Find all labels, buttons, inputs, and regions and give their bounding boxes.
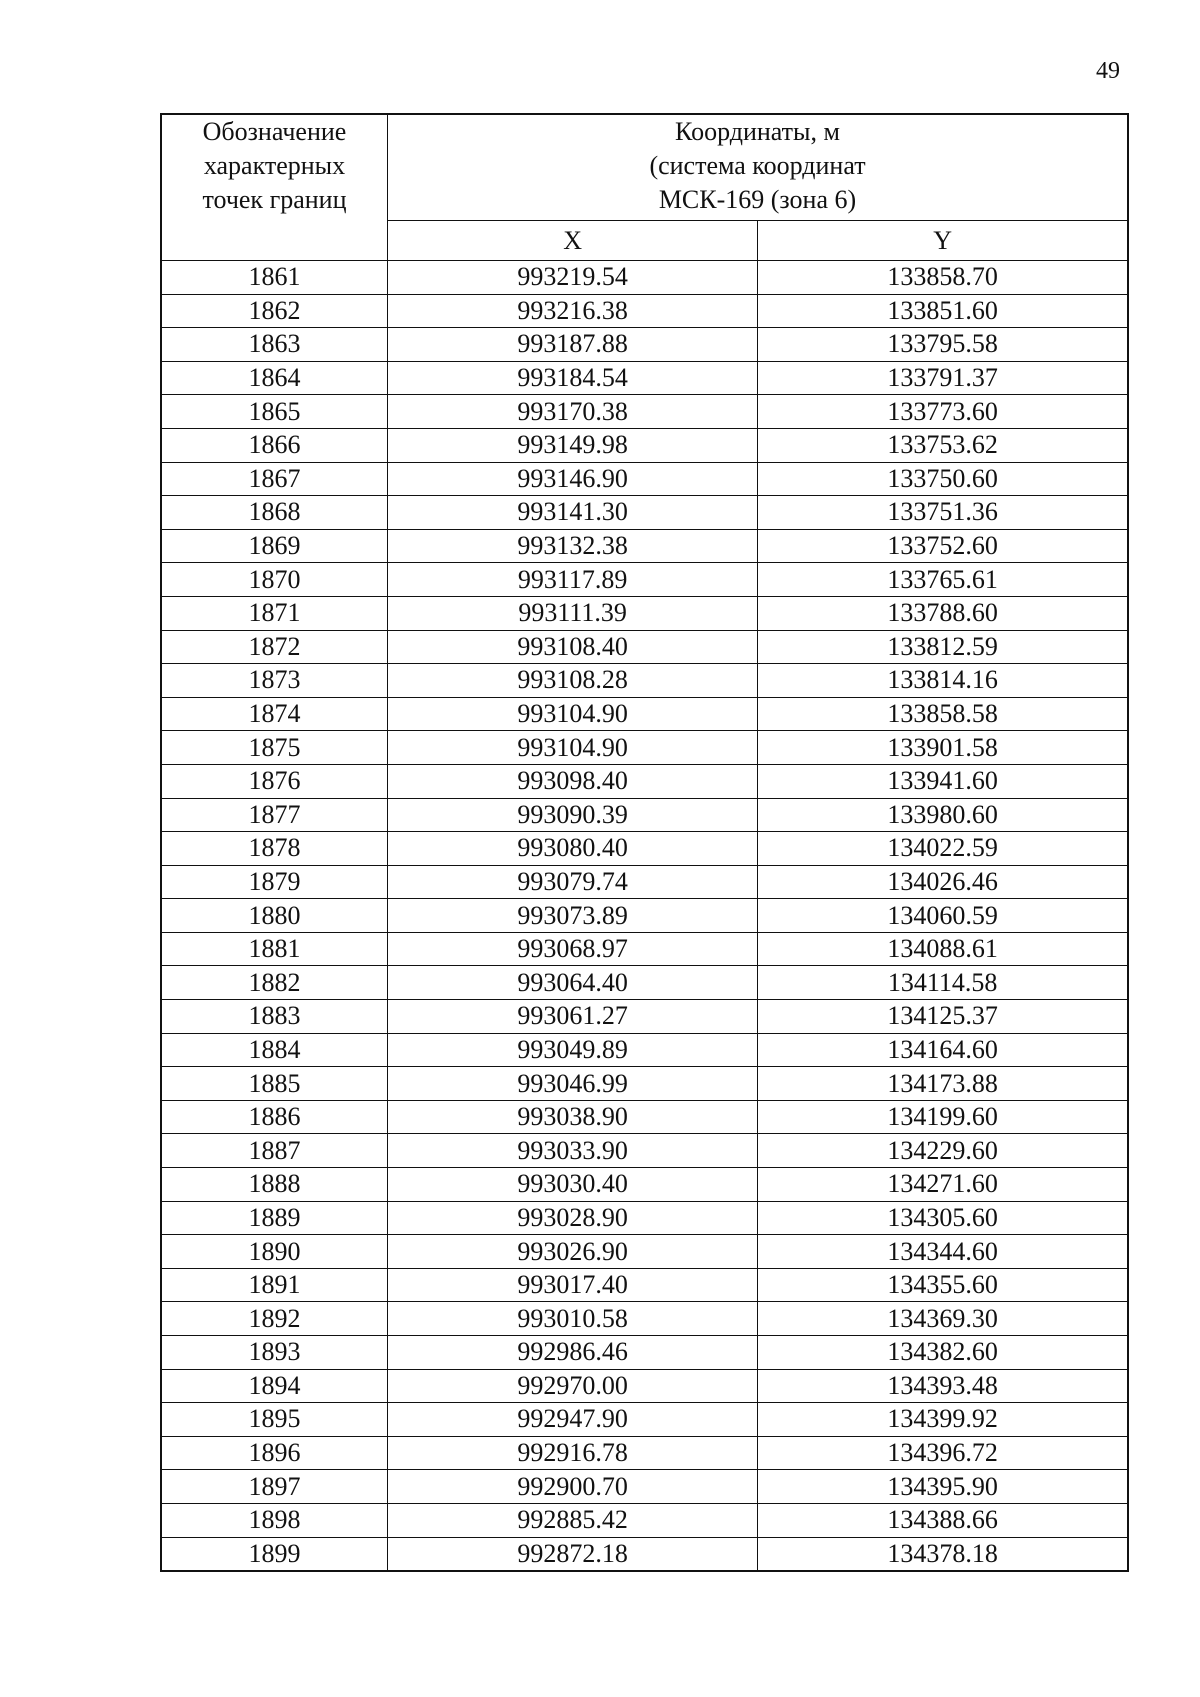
cell-x: 993010.58: [388, 1302, 758, 1336]
cell-y: 133753.62: [758, 428, 1128, 462]
table-row: [161, 899, 1128, 933]
cell-x: 993080.40: [388, 832, 758, 866]
cell-point: 1878: [161, 832, 388, 866]
cell-y: 133858.70: [758, 261, 1128, 295]
cell-y: 133814.16: [758, 664, 1128, 698]
cell-point: 1876: [161, 764, 388, 798]
cell-point: 1895: [161, 1403, 388, 1437]
cell-y: 134173.88: [758, 1067, 1128, 1101]
table-row: [161, 1503, 1128, 1537]
header-point-line: Обозначение: [202, 117, 347, 146]
cell-y: 133750.60: [758, 462, 1128, 496]
cell-x: 993079.74: [388, 865, 758, 899]
cell-point: 1870: [161, 563, 388, 597]
cell-y: 133812.59: [758, 630, 1128, 664]
table-row: [161, 1537, 1128, 1571]
cell-y: 134164.60: [758, 1033, 1128, 1067]
table-row: [161, 664, 1128, 698]
header-coords-line: (система координат: [649, 151, 866, 180]
header-coords-line: МСК-169 (зона 6): [658, 185, 857, 214]
cell-y: 133901.58: [758, 731, 1128, 765]
cell-x: 993170.38: [388, 395, 758, 429]
table-row: [161, 1268, 1128, 1302]
header-coordinates: [388, 114, 1129, 221]
cell-x: 993061.27: [388, 1000, 758, 1034]
table-row: [161, 328, 1128, 362]
cell-x: 993028.90: [388, 1201, 758, 1235]
cell-x: 993108.40: [388, 630, 758, 664]
cell-x: 993049.89: [388, 1033, 758, 1067]
cell-point: 1865: [161, 395, 388, 429]
cell-point: 1896: [161, 1436, 388, 1470]
cell-x: 993046.99: [388, 1067, 758, 1101]
cell-y: 133765.61: [758, 563, 1128, 597]
cell-x: 993026.90: [388, 1235, 758, 1269]
cell-point: 1869: [161, 529, 388, 563]
cell-y: 133858.58: [758, 697, 1128, 731]
cell-point: 1888: [161, 1168, 388, 1202]
cell-point: 1881: [161, 932, 388, 966]
cell-point: 1899: [161, 1537, 388, 1571]
coordinates-table: [160, 113, 1129, 1572]
cell-point: 1883: [161, 1000, 388, 1034]
table-row: [161, 764, 1128, 798]
cell-y: 133791.37: [758, 361, 1128, 395]
cell-point: 1862: [161, 294, 388, 328]
table-row: [161, 1369, 1128, 1403]
cell-y: 133851.60: [758, 294, 1128, 328]
cell-y: 133752.60: [758, 529, 1128, 563]
cell-point: 1892: [161, 1302, 388, 1336]
cell-y: 134355.60: [758, 1268, 1128, 1302]
cell-x: 993073.89: [388, 899, 758, 933]
cell-x: 992872.18: [388, 1537, 758, 1571]
cell-y: 133795.58: [758, 328, 1128, 362]
table-row: [161, 294, 1128, 328]
cell-x: 993068.97: [388, 932, 758, 966]
cell-y: 134125.37: [758, 1000, 1128, 1034]
cell-x: 993141.30: [388, 496, 758, 530]
table-row: [161, 1134, 1128, 1168]
header-point-designation: [161, 114, 388, 261]
cell-y: 134396.72: [758, 1436, 1128, 1470]
cell-x: 992900.70: [388, 1470, 758, 1504]
cell-x: 993117.89: [388, 563, 758, 597]
table-row: [161, 428, 1128, 462]
table-row: [161, 596, 1128, 630]
table-row: [161, 462, 1128, 496]
cell-x: 993017.40: [388, 1268, 758, 1302]
cell-x: 993064.40: [388, 966, 758, 1000]
cell-point: 1886: [161, 1100, 388, 1134]
table-row: [161, 1470, 1128, 1504]
header-point-line: характерных: [203, 151, 346, 180]
cell-x: 993132.38: [388, 529, 758, 563]
cell-y: 134271.60: [758, 1168, 1128, 1202]
table-row: [161, 496, 1128, 530]
table-row: [161, 361, 1128, 395]
cell-x: 993104.90: [388, 731, 758, 765]
cell-point: 1866: [161, 428, 388, 462]
table-row: [161, 1436, 1128, 1470]
cell-point: 1875: [161, 731, 388, 765]
cell-x: 993111.39: [388, 596, 758, 630]
cell-point: 1864: [161, 361, 388, 395]
table-row: [161, 1000, 1128, 1034]
cell-point: 1889: [161, 1201, 388, 1235]
table-row: [161, 529, 1128, 563]
header-point-line: точек границ: [202, 185, 347, 214]
cell-y: 134229.60: [758, 1134, 1128, 1168]
cell-y: 134344.60: [758, 1235, 1128, 1269]
table-row: [161, 1168, 1128, 1202]
cell-y: 134114.58: [758, 966, 1128, 1000]
cell-point: 1861: [161, 261, 388, 295]
cell-point: 1897: [161, 1470, 388, 1504]
table-row: [161, 1302, 1128, 1336]
cell-x: 992986.46: [388, 1336, 758, 1370]
cell-x: 993038.90: [388, 1100, 758, 1134]
cell-y: 134199.60: [758, 1100, 1128, 1134]
table-body: [161, 261, 1128, 1572]
cell-y: 134088.61: [758, 932, 1128, 966]
cell-point: 1882: [161, 966, 388, 1000]
cell-point: 1877: [161, 798, 388, 832]
cell-x: 993146.90: [388, 462, 758, 496]
cell-y: 134369.30: [758, 1302, 1128, 1336]
cell-y: 134378.18: [758, 1537, 1128, 1571]
table-row: [161, 1235, 1128, 1269]
table-row: [161, 261, 1128, 295]
cell-x: 992970.00: [388, 1369, 758, 1403]
cell-x: 993098.40: [388, 764, 758, 798]
cell-x: 993149.98: [388, 428, 758, 462]
table-row: [161, 832, 1128, 866]
cell-y: 134305.60: [758, 1201, 1128, 1235]
cell-y: 134026.46: [758, 865, 1128, 899]
cell-y: 134399.92: [758, 1403, 1128, 1437]
cell-point: 1894: [161, 1369, 388, 1403]
cell-y: 134395.90: [758, 1470, 1128, 1504]
cell-point: 1887: [161, 1134, 388, 1168]
cell-point: 1885: [161, 1067, 388, 1101]
cell-x: 993104.90: [388, 697, 758, 731]
table-row: [161, 865, 1128, 899]
cell-y: 133941.60: [758, 764, 1128, 798]
cell-y: 133788.60: [758, 596, 1128, 630]
cell-x: 992947.90: [388, 1403, 758, 1437]
table-row: [161, 630, 1128, 664]
cell-y: 134382.60: [758, 1336, 1128, 1370]
cell-point: 1868: [161, 496, 388, 530]
table-row: [161, 1336, 1128, 1370]
table-row: [161, 932, 1128, 966]
cell-point: 1879: [161, 865, 388, 899]
page-number: 49: [1096, 58, 1120, 84]
table-row: [161, 1033, 1128, 1067]
header-x: X: [388, 221, 758, 261]
table-row: [161, 563, 1128, 597]
cell-y: 133751.36: [758, 496, 1128, 530]
cell-point: 1872: [161, 630, 388, 664]
cell-x: 993090.39: [388, 798, 758, 832]
cell-point: 1893: [161, 1336, 388, 1370]
header-y: Y: [758, 221, 1128, 261]
cell-y: 133980.60: [758, 798, 1128, 832]
cell-point: 1873: [161, 664, 388, 698]
cell-point: 1880: [161, 899, 388, 933]
cell-x: 992916.78: [388, 1436, 758, 1470]
cell-x: 993187.88: [388, 328, 758, 362]
cell-x: 993033.90: [388, 1134, 758, 1168]
cell-x: 993219.54: [388, 261, 758, 295]
cell-point: 1891: [161, 1268, 388, 1302]
cell-y: 134393.48: [758, 1369, 1128, 1403]
table-row: [161, 1067, 1128, 1101]
cell-x: 992885.42: [388, 1503, 758, 1537]
table-row: [161, 1100, 1128, 1134]
table-row: [161, 1403, 1128, 1437]
table-row: [161, 966, 1128, 1000]
table-row: [161, 697, 1128, 731]
cell-y: 134060.59: [758, 899, 1128, 933]
table-row: [161, 1201, 1128, 1235]
cell-x: 993108.28: [388, 664, 758, 698]
cell-y: 133773.60: [758, 395, 1128, 429]
cell-x: 993030.40: [388, 1168, 758, 1202]
table-row: [161, 731, 1128, 765]
cell-point: 1874: [161, 697, 388, 731]
cell-point: 1890: [161, 1235, 388, 1269]
cell-y: 134022.59: [758, 832, 1128, 866]
header-coords-line: Координаты, м: [675, 117, 840, 146]
cell-x: 993216.38: [388, 294, 758, 328]
cell-y: 134388.66: [758, 1503, 1128, 1537]
table-row: [161, 798, 1128, 832]
cell-point: 1867: [161, 462, 388, 496]
cell-point: 1884: [161, 1033, 388, 1067]
cell-point: 1871: [161, 596, 388, 630]
cell-point: 1863: [161, 328, 388, 362]
cell-x: 993184.54: [388, 361, 758, 395]
cell-point: 1898: [161, 1503, 388, 1537]
table-row: [161, 395, 1128, 429]
